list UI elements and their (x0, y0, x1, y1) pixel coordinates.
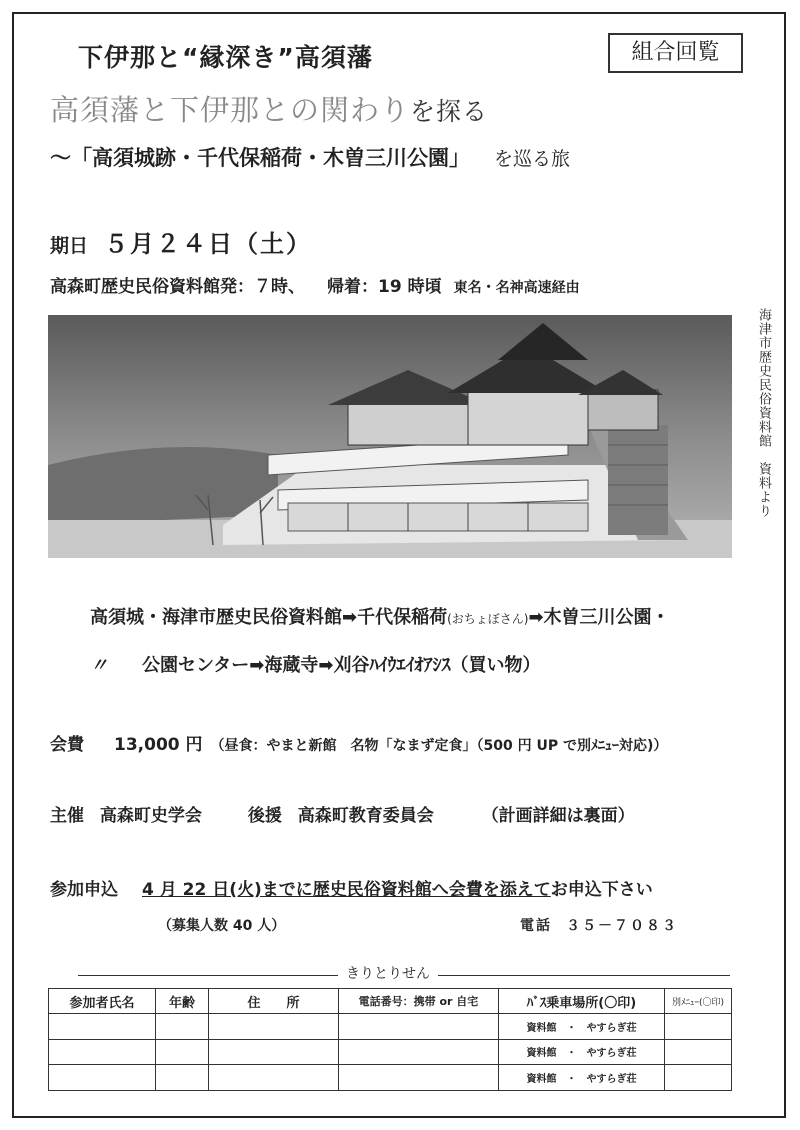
cut-label: きりとりせん (338, 963, 438, 983)
col-address: 住 所 (209, 989, 339, 1014)
form-row (49, 1014, 732, 1040)
bus-stop-cell[interactable]: 資料館 ・ やすらぎ荘 (499, 1065, 665, 1091)
castle-illustration (48, 315, 732, 558)
title-line-3-suffix: を巡る旅 (494, 148, 571, 170)
col-bus-stop: ﾊﾞｽ乗車場所(〇印) (499, 989, 665, 1014)
age-cell[interactable] (156, 1014, 209, 1040)
form-row (49, 1065, 732, 1091)
host-label: 主催 (50, 806, 84, 826)
title-line-1: 下伊那と“縁深き”高須藩 (78, 43, 373, 72)
fee-row (50, 730, 667, 755)
address-cell[interactable] (209, 1014, 339, 1040)
organizer-row (50, 801, 635, 826)
departure-time: 高森町歴史民俗資料館発：７時、 (50, 277, 305, 297)
phone-cell[interactable] (339, 1039, 499, 1065)
application-form-table (48, 988, 732, 1091)
col-name: 参加者氏名 (49, 989, 156, 1014)
address-cell[interactable] (209, 1039, 339, 1065)
detail-note: （計画詳細は裏面） (481, 806, 635, 826)
phone-cell[interactable] (339, 1065, 499, 1091)
application-deadline: 4 月 22 日(火)までに歴史民俗資料館へ会費を添えて (142, 880, 551, 900)
menu-cell[interactable] (665, 1014, 732, 1040)
name-cell[interactable] (49, 1065, 156, 1091)
lunch-note: （昼食：やまと新館 名物「なまず定食」（500 円 UP で別ﾒﾆｭｰ対応)） (210, 738, 668, 754)
application-label: 参加申込 (50, 880, 118, 900)
castle-museum-photo (48, 315, 732, 558)
col-phone: 電話番号：携帯 or 自宅 (339, 989, 499, 1014)
fee-amount: 13,000 円 (114, 735, 203, 755)
title-line-3-main: ～「高須城跡・千代保稲荷・木曽三川公園」 (50, 146, 470, 170)
itinerary-line-2 (90, 651, 540, 677)
support-label: 後援 (247, 806, 282, 826)
itinerary-line-1 (90, 603, 670, 629)
circulation-stamp: 組合回覧 (608, 33, 743, 73)
phone-cell[interactable] (339, 1014, 499, 1040)
form-row (49, 1039, 732, 1065)
menu-cell[interactable] (665, 1065, 732, 1091)
name-cell[interactable] (49, 1014, 156, 1040)
bus-stop-cell[interactable]: 資料館 ・ やすらぎ荘 (499, 1039, 665, 1065)
title-line-2-main: 高須藩と下伊那との関わり (50, 93, 411, 127)
bus-stop-cell[interactable]: 資料館 ・ やすらぎ荘 (499, 1014, 665, 1040)
application-ending: お申込下さい (550, 880, 653, 900)
date-label: 期日 (50, 235, 89, 257)
title-line-2-suffix: を探る (410, 97, 489, 126)
route-via: 東名・名神高速経由 (453, 280, 580, 296)
menu-cell[interactable] (665, 1039, 732, 1065)
support-name: 高森町教育委員会 (297, 806, 434, 826)
itinerary-line-1a: 高須城・海津市歴史民俗資料館➡千代保稲荷 (90, 607, 448, 628)
address-cell[interactable] (209, 1065, 339, 1091)
return-time: 帰着：19 時頃 (327, 277, 442, 297)
col-alt-menu: 別ﾒﾆｭｰ(〇印) (665, 989, 732, 1014)
fee-label: 会費 (50, 735, 84, 755)
age-cell[interactable] (156, 1039, 209, 1065)
name-cell[interactable] (49, 1039, 156, 1065)
phone-value: ３５－７０８３ (566, 918, 678, 934)
itinerary-line-2-text: 公園センター➡海蔵寺➡刈谷ﾊｲｳｴｲｵｱｼｽ（買い物） (142, 655, 541, 676)
departure-row (50, 272, 580, 297)
application-row (50, 875, 653, 900)
date-value: ５月２４日（土） (104, 230, 313, 258)
page-border (12, 12, 786, 1118)
itinerary-line-1b: ➡木曽三川公園・ (528, 607, 670, 628)
age-cell[interactable] (156, 1065, 209, 1091)
title-line-2 (50, 88, 488, 129)
date-row (50, 224, 312, 259)
capacity-note: （募集人数 40 人） (158, 918, 286, 934)
phone-label: 電話 (520, 918, 552, 934)
form-header-row (49, 989, 732, 1014)
col-age: 年齢 (156, 989, 209, 1014)
itinerary-nickname: (おちょぼさん) (447, 612, 529, 626)
host-name: 高森町史学会 (99, 806, 202, 826)
phone-number (520, 915, 678, 935)
ditto-mark: 〃 (90, 655, 108, 676)
photo-credit: 海津市歴史民俗資料館 資料より (756, 308, 771, 518)
title-line-3 (50, 142, 570, 172)
